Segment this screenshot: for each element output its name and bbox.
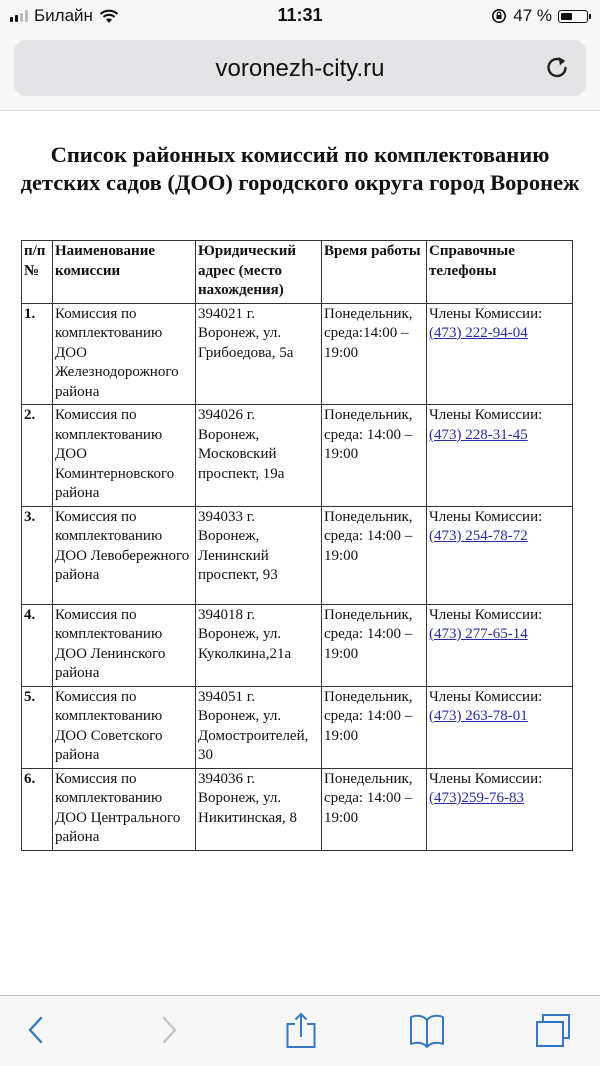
phone-label: Члены Комиссии: bbox=[429, 770, 543, 787]
status-right bbox=[491, 6, 588, 26]
phone-link[interactable]: (473) 263-78-01 bbox=[429, 708, 528, 724]
phone-cell bbox=[427, 686, 573, 768]
table-row bbox=[22, 768, 573, 850]
row-number: 4. bbox=[22, 604, 53, 686]
working-hours: Понедельник, среда: 14:00 – 19:00 bbox=[322, 405, 427, 507]
phone-cell bbox=[427, 303, 573, 405]
phone-link[interactable]: (473) 254-78-72 bbox=[429, 528, 528, 544]
row-number: 5. bbox=[22, 686, 53, 768]
working-hours: Понедельник, среда:14:00 – 19:00 bbox=[322, 303, 427, 405]
reload-icon[interactable] bbox=[542, 52, 572, 82]
commission-address: 394051 г. Воронеж, ул. Домостроителей, 30 bbox=[196, 686, 322, 768]
tabs-button[interactable] bbox=[533, 1012, 573, 1048]
commission-name: Комиссия по комплектованию ДОО Ленинского района bbox=[53, 604, 196, 686]
table-row bbox=[22, 303, 573, 405]
commission-address: 394036 г. Воронеж, ул. Никитинская, 8 bbox=[196, 768, 322, 850]
row-number: 1. bbox=[22, 303, 53, 405]
clock: 11:31 bbox=[277, 5, 323, 25]
commission-name: Комиссия по комплектованию ДОО Центрального района bbox=[53, 768, 196, 850]
working-hours: Понедельник, среда: 14:00 – 19:00 bbox=[322, 506, 427, 604]
working-hours: Понедельник, среда: 14:00 – 19:00 bbox=[322, 686, 427, 768]
row-number: 3. bbox=[22, 506, 53, 604]
table-header-row bbox=[22, 241, 573, 304]
forward-button[interactable] bbox=[150, 1012, 190, 1048]
commission-name: Комиссия по комплектованию ДОО Коминтерновского района bbox=[53, 405, 196, 507]
tabs-icon bbox=[537, 1015, 569, 1046]
battery-fill bbox=[561, 13, 572, 20]
header-phones: Справочные телефоны bbox=[427, 241, 573, 304]
phone-link[interactable]: (473) 277-65-14 bbox=[429, 626, 528, 642]
table-row bbox=[22, 604, 573, 686]
phone-link[interactable]: (473)259-76-83 bbox=[429, 790, 524, 806]
page-title: Список районных комиссий по комплектованию детских садов (ДОО) городского округа город Воронеж bbox=[20, 142, 580, 195]
phone-label: Члены Комиссии: bbox=[429, 606, 543, 623]
battery-percent: 47 % bbox=[513, 6, 552, 25]
commission-address: 394018 г. Воронеж, ул. Куколкина,21а bbox=[196, 604, 322, 686]
phone-label: Члены Комиссии: bbox=[429, 305, 543, 322]
book-icon bbox=[411, 1016, 443, 1047]
bookmarks-button[interactable] bbox=[407, 1012, 447, 1048]
phone-cell bbox=[427, 768, 573, 850]
chevron-left-icon bbox=[30, 1018, 41, 1042]
row-number: 2. bbox=[22, 405, 53, 507]
browser-address-area bbox=[0, 36, 600, 111]
carrier-name: Билайн bbox=[34, 6, 93, 25]
back-button[interactable] bbox=[18, 1012, 58, 1048]
commission-name: Комиссия по комплектованию ДОО Левобережного района bbox=[53, 506, 196, 604]
share-button[interactable] bbox=[281, 1012, 321, 1048]
battery-icon bbox=[558, 10, 588, 23]
header-hours: Время работы bbox=[322, 241, 427, 304]
phone-label: Члены Комиссии: bbox=[429, 407, 543, 423]
commission-address: 394033 г. Воронеж, Ленинский проспект, 93 bbox=[196, 506, 322, 604]
address-bar[interactable] bbox=[14, 40, 586, 96]
browser-toolbar bbox=[0, 995, 600, 1066]
header-number: п/п № bbox=[22, 241, 53, 304]
status-bar bbox=[0, 0, 600, 36]
phone-link[interactable]: (473) 222-94-04 bbox=[429, 325, 528, 341]
working-hours: Понедельник, среда: 14:00 – 19:00 bbox=[322, 604, 427, 686]
commissions-table bbox=[21, 240, 573, 851]
phone-link[interactable]: (473) 228-31-45 bbox=[429, 426, 528, 443]
table-row bbox=[22, 506, 573, 604]
orientation-lock-icon bbox=[491, 8, 507, 24]
table-row bbox=[22, 405, 573, 507]
table-row bbox=[22, 686, 573, 768]
commission-name: Комиссия по комплектованию ДОО Железнодорожного района bbox=[53, 303, 196, 405]
web-page bbox=[0, 111, 600, 995]
row-number: 6. bbox=[22, 768, 53, 850]
commission-address: 394026 г. Воронеж, Московский проспект, 19а bbox=[196, 405, 322, 507]
commission-name: Комиссия по комплектованию ДОО Советского района bbox=[53, 686, 196, 768]
url-text[interactable]: voronezh-city.ru bbox=[215, 55, 385, 82]
commission-address: 394021 г. Воронеж, ул. Грибоедова, 5а bbox=[196, 303, 322, 405]
phone-cell bbox=[427, 506, 573, 604]
phone-label: Члены Комиссии: bbox=[429, 508, 543, 525]
header-address: Юридический адрес (место нахождения) bbox=[196, 241, 322, 304]
share-icon bbox=[288, 1014, 315, 1047]
chevron-right-icon bbox=[164, 1018, 175, 1042]
phone-label: Члены Комиссии: bbox=[429, 688, 543, 705]
phone-cell bbox=[427, 604, 573, 686]
working-hours: Понедельник, среда: 14:00 – 19:00 bbox=[322, 768, 427, 850]
header-name: Наименование комиссии bbox=[53, 241, 196, 304]
phone-cell bbox=[427, 405, 573, 507]
